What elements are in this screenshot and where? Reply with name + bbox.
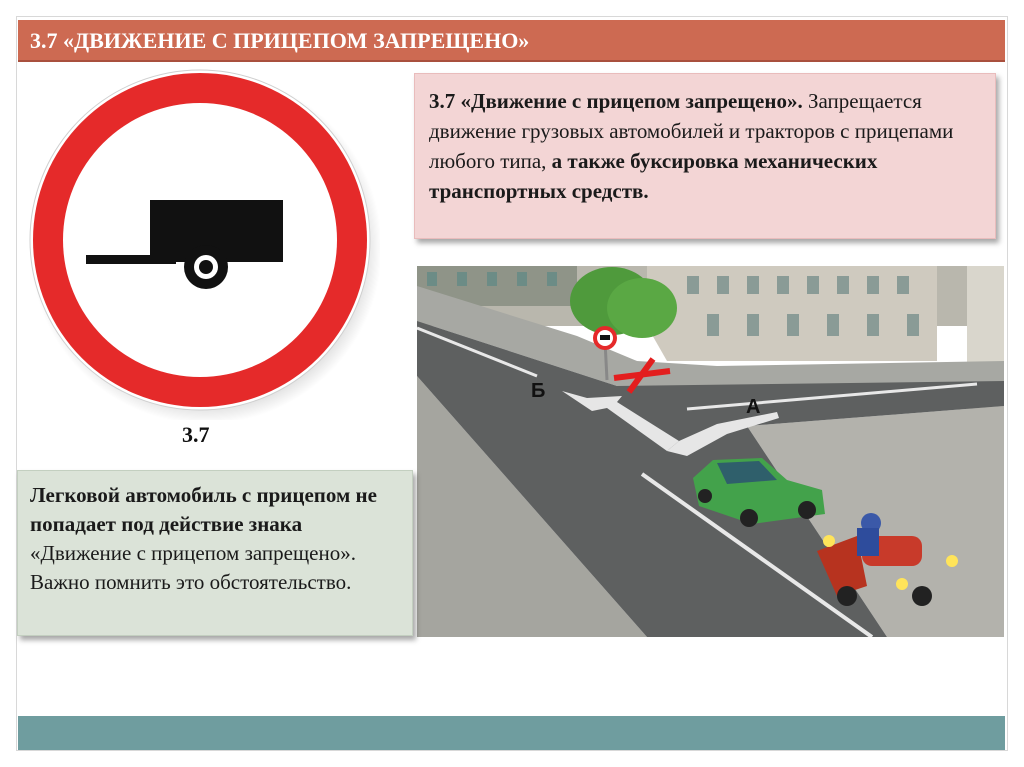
no-trailer-sign-icon (20, 60, 380, 420)
road-scene-illustration (417, 266, 1004, 637)
description-box (414, 73, 996, 239)
description-text: Запрещается движение грузовых автомобилей и тракторов с прицепами любого типа, (429, 89, 954, 173)
footer-bar (18, 716, 1005, 750)
description-bold-tail: а также буксировка механических транспортных средств. (429, 149, 878, 203)
description-bold-head: 3.7 «Движение с прицепом запрещено». (429, 89, 803, 113)
sign-number: 3.7 (182, 422, 210, 447)
road-sign-3-7 (20, 60, 380, 420)
direction-label-a: А (746, 396, 761, 418)
direction-label-b: Б (531, 380, 546, 402)
note-box (17, 470, 413, 636)
note-text: «Движение с прицепом запрещено». Важно помнить это обстоятельство. (30, 541, 356, 594)
note-bold: Легковой автомобиль с прицепом не попадает под действие знака (30, 483, 377, 536)
slide-title: 3.7 «ДВИЖЕНИЕ С ПРИЦЕПОМ ЗАПРЕЩЕНО» (18, 20, 1005, 62)
